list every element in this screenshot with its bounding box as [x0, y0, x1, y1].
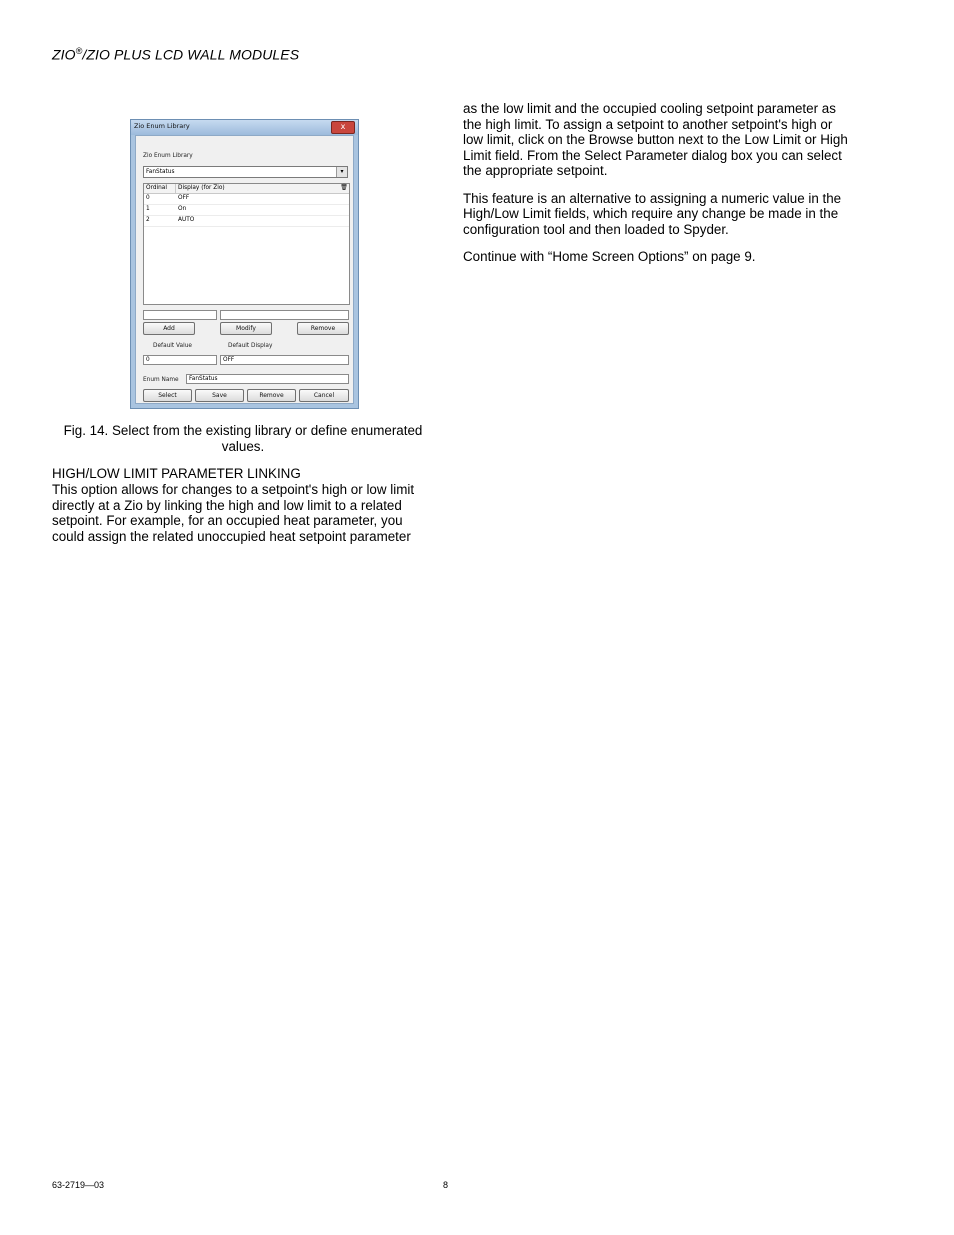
- right-column: [463, 101, 855, 277]
- library-dropdown[interactable]: [143, 166, 348, 178]
- dialog-title-bar: [131, 120, 358, 135]
- paragraph: This feature is an alternative to assigning a numeric value in the High/Low Limit fields, which require any change be made in the configuration tool and then loaded to Spyder.: [463, 190, 842, 237]
- enum-list[interactable]: [143, 183, 350, 305]
- modify-button[interactable]: Modify: [220, 322, 272, 335]
- display-cell: AUTO: [178, 217, 195, 223]
- enum-name-text: FanStatus: [189, 376, 218, 382]
- add-button[interactable]: Add: [143, 322, 195, 335]
- chevron-down-icon[interactable]: ▾: [336, 167, 347, 177]
- section-heading: HIGH/LOW LIMIT PARAMETER LINKING: [52, 466, 301, 481]
- select-button[interactable]: Select: [143, 389, 192, 402]
- display-cell: OFF: [178, 195, 190, 201]
- list-item[interactable]: [144, 216, 349, 227]
- ordinal-input[interactable]: [143, 310, 217, 320]
- page-number: 8: [443, 1180, 449, 1190]
- default-value-text: 0: [146, 357, 150, 363]
- library-dropdown-value: FanStatus: [146, 169, 175, 175]
- default-value-input[interactable]: [143, 355, 217, 365]
- ordinal-cell: 2: [146, 217, 150, 223]
- doc-number: 63-2719—03: [52, 1180, 105, 1190]
- column-header-display: Display (for Zio): [178, 185, 225, 191]
- display-input[interactable]: [220, 310, 349, 320]
- library-label: Zio Enum Library: [143, 153, 193, 159]
- save-button[interactable]: Save: [195, 389, 244, 402]
- enum-name-input[interactable]: [186, 374, 349, 384]
- list-item[interactable]: [144, 205, 349, 216]
- section-body: [52, 482, 437, 556]
- remove-button[interactable]: Remove: [297, 322, 349, 335]
- paragraph: This option allows for changes to a setpoint's high or low limit directly at a Zio by linking the high and low limit to a related setpoint. For example, for an occupied heat parameter, you could assign the related unoccupied heat setpoint parameter: [52, 482, 415, 544]
- column-header-ordinal: Ordinal: [146, 185, 167, 191]
- default-display-text: OFF: [223, 357, 235, 363]
- cancel-button[interactable]: Cancel: [299, 389, 349, 402]
- default-value-label: Default Value: [153, 343, 192, 349]
- running-header: ZIO®/ZIO PLUS LCD WALL MODULES: [52, 46, 300, 63]
- close-icon[interactable]: x: [331, 121, 355, 134]
- enum-library-dialog: [130, 119, 359, 409]
- column-divider: [175, 184, 176, 193]
- remove-enum-button[interactable]: Remove: [247, 389, 296, 402]
- trash-icon[interactable]: 🗑: [340, 184, 348, 191]
- default-display-label: Default Display: [228, 343, 273, 349]
- dialog-title: Zio Enum Library: [134, 122, 190, 130]
- paragraph: as the low limit and the occupied cooling setpoint parameter as the high limit. To assign a setpoint to another setpoint's high or low limit, click on the Browse button next to the Low Limit or High Limit field. From the Select Parameter dialog box you can select the appropriate setpoint.: [463, 101, 848, 178]
- dialog-body: [135, 135, 354, 404]
- default-display-input[interactable]: [220, 355, 349, 365]
- ordinal-cell: 0: [146, 195, 150, 201]
- enum-name-label: Enum Name: [143, 377, 179, 383]
- display-cell: On: [178, 206, 187, 212]
- ordinal-cell: 1: [146, 206, 150, 212]
- paragraph: Continue with “Home Screen Options” on page 9.: [463, 249, 756, 264]
- list-header: [144, 184, 349, 194]
- list-item[interactable]: [144, 194, 349, 205]
- figure-caption: Fig. 14. Select from the existing library or define enumerated values.: [63, 423, 423, 454]
